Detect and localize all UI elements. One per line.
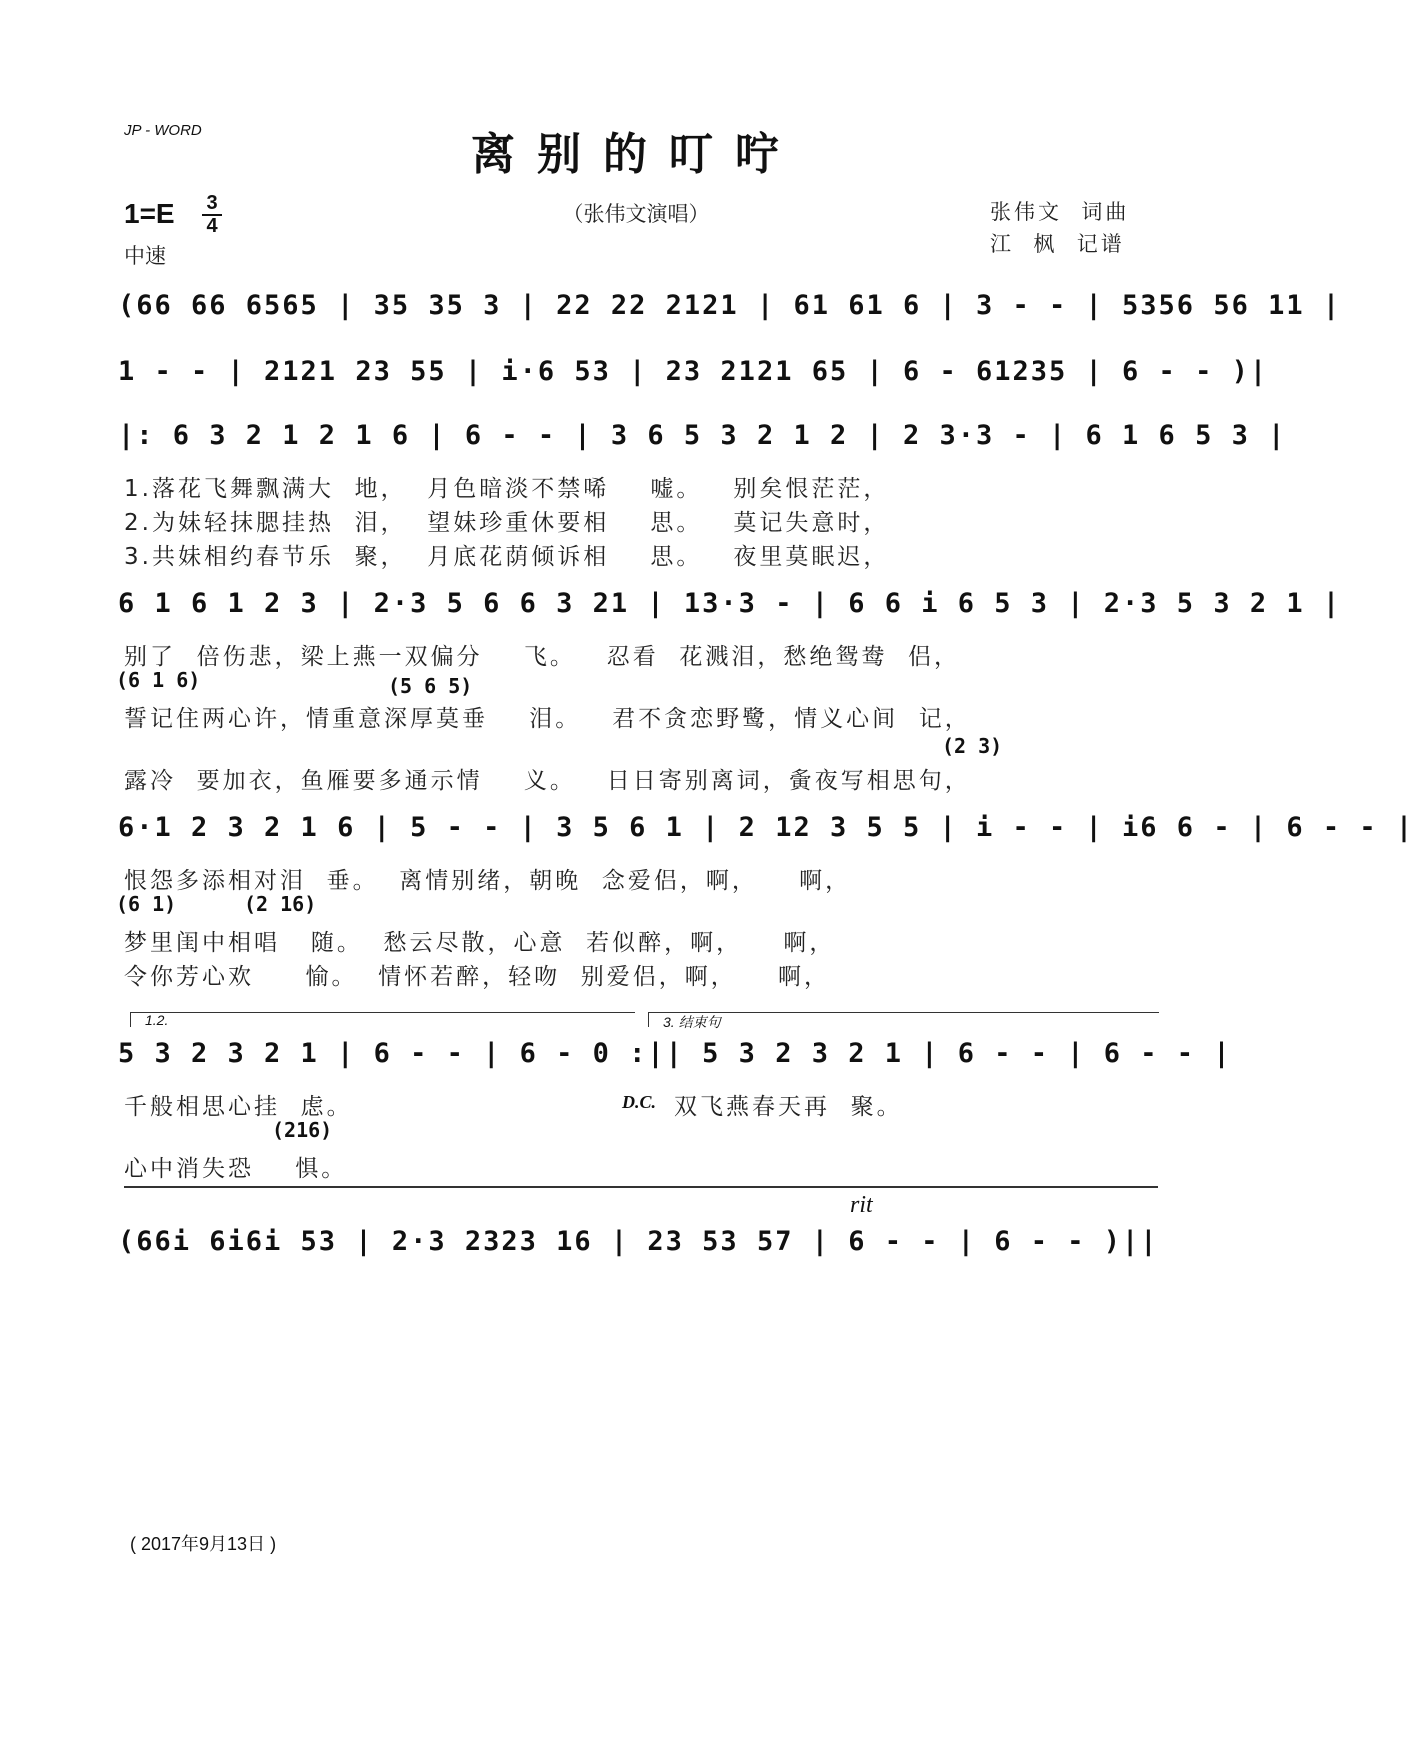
software-label: JP - WORD [124, 122, 202, 139]
verse-2-alternate-b: (5 6 5) [388, 674, 473, 698]
verse-2-alternate-a: (6 1 6) [116, 668, 201, 692]
ending-lyric-2: 心中消失恐 惧。 [124, 1156, 348, 1182]
coda-top-rule [124, 1186, 1158, 1188]
verse-2-alternate-c: (2 3) [942, 734, 1003, 758]
intro-notes-2: 1 - - | 2121 23 55 | i·6 53 | 23 2121 65 | 6 - 61235 | 6 - - )| [118, 356, 1269, 387]
staff-line-intro-2 [118, 356, 1269, 416]
performer-note: （张伟文演唱） [562, 202, 710, 226]
verse-3-lyric-2: 梦里闺中相唱 随。 愁云尽散，心意 若似醉，啊， 啊， [124, 930, 836, 956]
verse-2-lyric-3: 露冷 要加衣，鱼雁要多通示情 义。 日日寄别离词，夤夜写相思句， [124, 768, 971, 794]
intro-notes-1: (66 66 6565 | 35 35 3 | 22 22 2121 | 61 61 6 | 3 - - | 5356 56 11 | [118, 290, 1342, 321]
verse-3-alternate-a: (6 1) [116, 892, 177, 916]
verse-3-lyric-1: 恨怨多添相对泪 垂。 离情别绪，朝晚 念爱侣，啊， 啊， [124, 868, 852, 894]
ending-alternate: (216) [272, 1118, 333, 1142]
staff-line-coda [118, 1226, 1158, 1286]
coda-notes: (66i 6i6i 53 | 2·3 2323 16 | 23 53 57 | 6 - - | 6 - - )|| [118, 1226, 1159, 1257]
verse-1-lyric-2: 2.为妹轻抹腮挂热 泪， 望妹珍重休要相 思。 莫记失意时， [124, 510, 890, 536]
verse-1-notes: |: 6 3 2 1 2 1 6 | 6 - - | 3 6 5 3 2 1 2 | 2 3·3 - | 6 1 6 5 3 | [118, 420, 1287, 451]
verse-2-lyric-1: 别了 倍伤悲，梁上燕一双偏分 飞。 忍看 花溅泪，愁绝鸳鸯 侣， [124, 644, 961, 670]
ending-lyric-1: 千般相思心挂 虑。 [124, 1094, 353, 1120]
volta-ending-label: 3. 结束句 [663, 1014, 721, 1030]
volta-first-label: 1.2. [145, 1012, 169, 1028]
verse-3-lyric-3: 令你芳心欢 愉。 情怀若醉，轻吻 别爱侣，啊， 啊， [124, 964, 831, 990]
date-stamp: ( 2017年9月13日 ) [130, 1534, 277, 1554]
song-title: 离别的叮咛 [471, 129, 801, 180]
verse-1-lyric-1: 1.落花飞舞飘满大 地， 月色暗淡不禁唏 嘘。 别矣恨茫茫， [124, 476, 890, 502]
time-numerator: 3 [206, 192, 218, 214]
verse-3-notes: 6·1 2 3 2 1 6 | 5 - - | 3 5 6 1 | 2 12 3 5 5 | i - - | i6 6 - | 6 - - | [118, 812, 1414, 843]
time-denominator: 4 [206, 215, 218, 237]
transcriber-credit: 江 枫 记谱 [990, 232, 1125, 256]
volta-bracket-first [130, 1012, 635, 1027]
ending-lyric-1b: 双飞燕春天再 聚。 [674, 1094, 903, 1120]
verse-3-alternate-b: (2 16) [244, 892, 317, 916]
verse-1-lyric-3: 3.共妹相约春节乐 聚， 月底花荫倾诉相 思。 夜里莫眠迟， [124, 544, 890, 570]
ending-notes: 5 3 2 3 2 1 | 6 - - | 6 - 0 :|| 5 3 2 3 2 1 | 6 - - | 6 - - | [118, 1038, 1232, 1069]
verse-2-lyric-2: 誓记住两心许，情重意深厚莫垂 泪。 君不贪恋野鹭，情义心间 记， [124, 706, 971, 732]
tempo-marking: 中速 [124, 244, 166, 268]
lyrics-credit: 张伟文 词曲 [990, 200, 1130, 224]
key-signature: 1=E [124, 198, 175, 229]
verse-2-notes: 6 1 6 1 2 3 | 2·3 5 6 6 3 21 | 13·3 - | 6 6 i 6 5 3 | 2·3 5 3 2 1 | [118, 588, 1342, 619]
volta-bracket-ending [648, 1012, 1159, 1030]
ritardando-mark: rit [850, 1192, 873, 1218]
staff-line-intro-1 [118, 290, 1342, 350]
da-capo-mark: D.C. [622, 1092, 657, 1112]
